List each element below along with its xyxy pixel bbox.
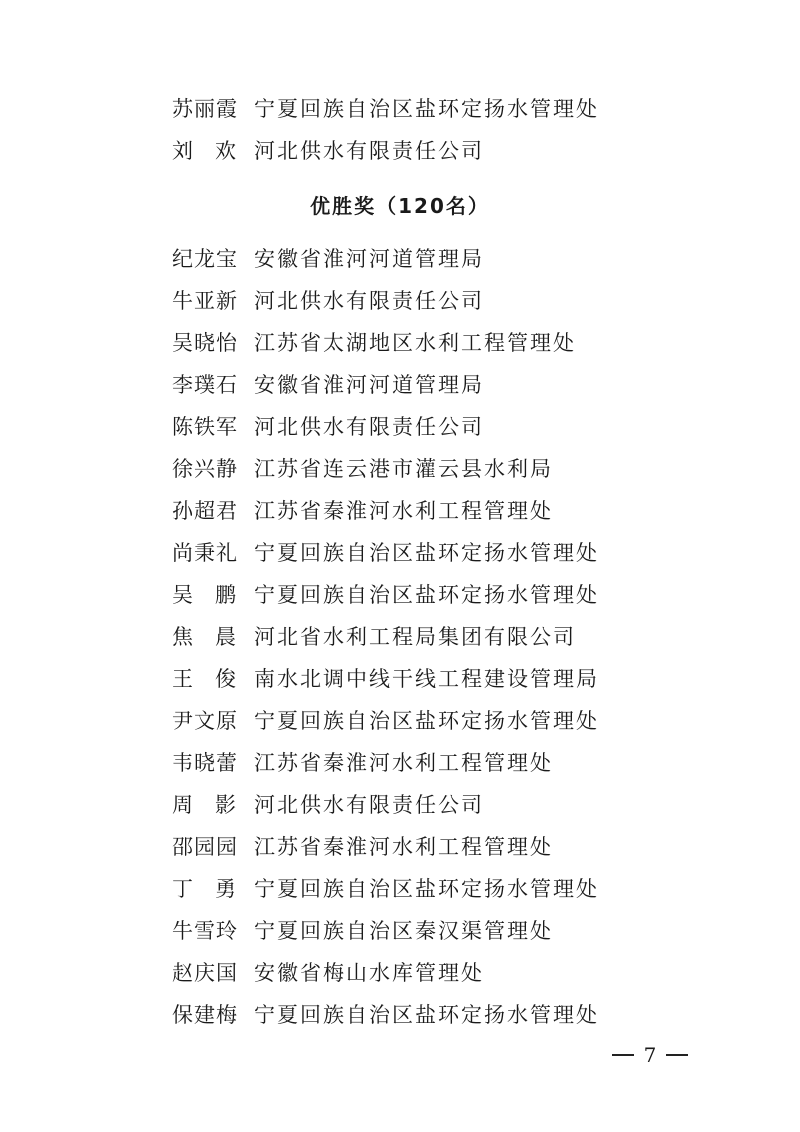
organization: 江苏省秦淮河水利工程管理处: [254, 835, 553, 859]
list-item: [172, 868, 772, 908]
person-name: 吴鹏: [172, 583, 258, 607]
organization: 河北省水利工程局集团有限公司: [254, 625, 576, 649]
organization: 江苏省秦淮河水利工程管理处: [254, 751, 553, 775]
organization: 江苏省太湖地区水利工程管理处: [254, 331, 576, 355]
person-name: 焦晨: [172, 625, 258, 649]
list-item: [172, 952, 772, 992]
list-item: [172, 616, 772, 656]
list-item: [172, 280, 772, 320]
list-item: [172, 910, 772, 950]
person-name: 吴晓怡: [172, 331, 238, 355]
organization: 宁夏回族自治区盐环定扬水管理处: [254, 709, 599, 733]
list-item: [172, 574, 772, 614]
list-item: [172, 238, 772, 278]
list-item: [172, 784, 772, 824]
person-name: 韦晓蕾: [172, 751, 238, 775]
person-name: 牛亚新: [172, 289, 238, 313]
list-item: [172, 658, 772, 698]
person-name: 王俊: [172, 667, 258, 691]
page-number: 7: [643, 1043, 657, 1067]
person-name: 赵庆国: [172, 961, 238, 985]
person-name: 刘欢: [172, 139, 258, 163]
organization: 河北供水有限责任公司: [254, 415, 484, 439]
person-name: 丁勇: [172, 877, 258, 901]
list-item: [172, 742, 772, 782]
organization: 安徽省淮河河道管理局: [254, 373, 484, 397]
organization: 河北供水有限责任公司: [254, 793, 484, 817]
organization: 江苏省连云港市灌云县水利局: [254, 457, 553, 481]
person-name: 纪龙宝: [172, 247, 238, 271]
person-name: 李璞石: [172, 373, 238, 397]
organization: 安徽省淮河河道管理局: [254, 247, 484, 271]
person-name: 苏丽霞: [172, 97, 238, 121]
person-name: 孙超君: [172, 499, 238, 523]
organization: 河北供水有限责任公司: [254, 139, 484, 163]
organization: 宁夏回族自治区盐环定扬水管理处: [254, 1003, 599, 1027]
list-item: [172, 700, 772, 740]
organization: 宁夏回族自治区秦汉渠管理处: [254, 919, 553, 943]
organization: 南水北调中线干线工程建设管理局: [254, 667, 599, 691]
organization: 江苏省秦淮河水利工程管理处: [254, 499, 553, 523]
dash-right: [666, 1054, 688, 1056]
organization: 安徽省梅山水库管理处: [254, 961, 484, 985]
list-item: [172, 364, 772, 404]
organization: 宁夏回族自治区盐环定扬水管理处: [254, 97, 599, 121]
organization: 宁夏回族自治区盐环定扬水管理处: [254, 583, 599, 607]
list-item: [172, 826, 772, 866]
organization: 河北供水有限责任公司: [254, 289, 484, 313]
person-name: 尹文原: [172, 709, 238, 733]
dash-left: [612, 1054, 634, 1056]
list-item: [172, 322, 772, 362]
person-name: 徐兴静: [172, 457, 238, 481]
organization: 宁夏回族自治区盐环定扬水管理处: [254, 541, 599, 565]
list-item: [172, 406, 772, 446]
list-item: [172, 88, 772, 128]
list-item: [172, 490, 772, 530]
person-name: 尚秉礼: [172, 541, 238, 565]
page-footer: [600, 1040, 700, 1070]
person-name: 周影: [172, 793, 258, 817]
person-name: 陈铁军: [172, 415, 238, 439]
person-name: 牛雪玲: [172, 919, 238, 943]
list-item: [172, 994, 772, 1034]
list-item: [172, 532, 772, 572]
list-item: [172, 448, 772, 488]
section-heading: 优胜奖（120名）: [310, 194, 490, 218]
list-item: [172, 130, 772, 170]
person-name: 保建梅: [172, 1003, 238, 1027]
person-name: 邵园园: [172, 835, 238, 859]
organization: 宁夏回族自治区盐环定扬水管理处: [254, 877, 599, 901]
